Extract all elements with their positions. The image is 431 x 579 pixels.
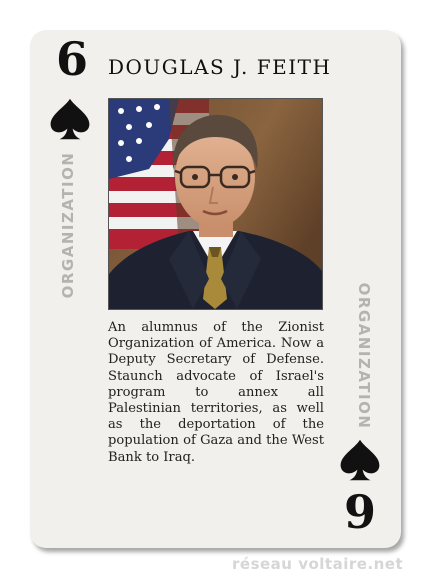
- category-label-right: ORGANIZATION: [355, 282, 373, 430]
- portrait-photo: [108, 98, 323, 310]
- card-rank-bottom: 9: [343, 485, 376, 539]
- biography-text: An alumnus of the Zionist Organization of America. Now a Deputy Secretary of Defense. Staunch advocate of Israel's program to annex all Palestinian territories, as well as the deportation of the population of Gaza and the West Bank to Iraq.: [108, 320, 324, 465]
- spade-icon: [48, 97, 92, 141]
- watermark: réseau voltaire.net: [232, 555, 404, 573]
- card-rank-top: 6: [55, 32, 88, 86]
- person-name: DOUGLAS J. FEITH: [108, 55, 332, 79]
- spade-icon: [338, 438, 382, 482]
- category-label-left: ORGANIZATION: [59, 151, 77, 299]
